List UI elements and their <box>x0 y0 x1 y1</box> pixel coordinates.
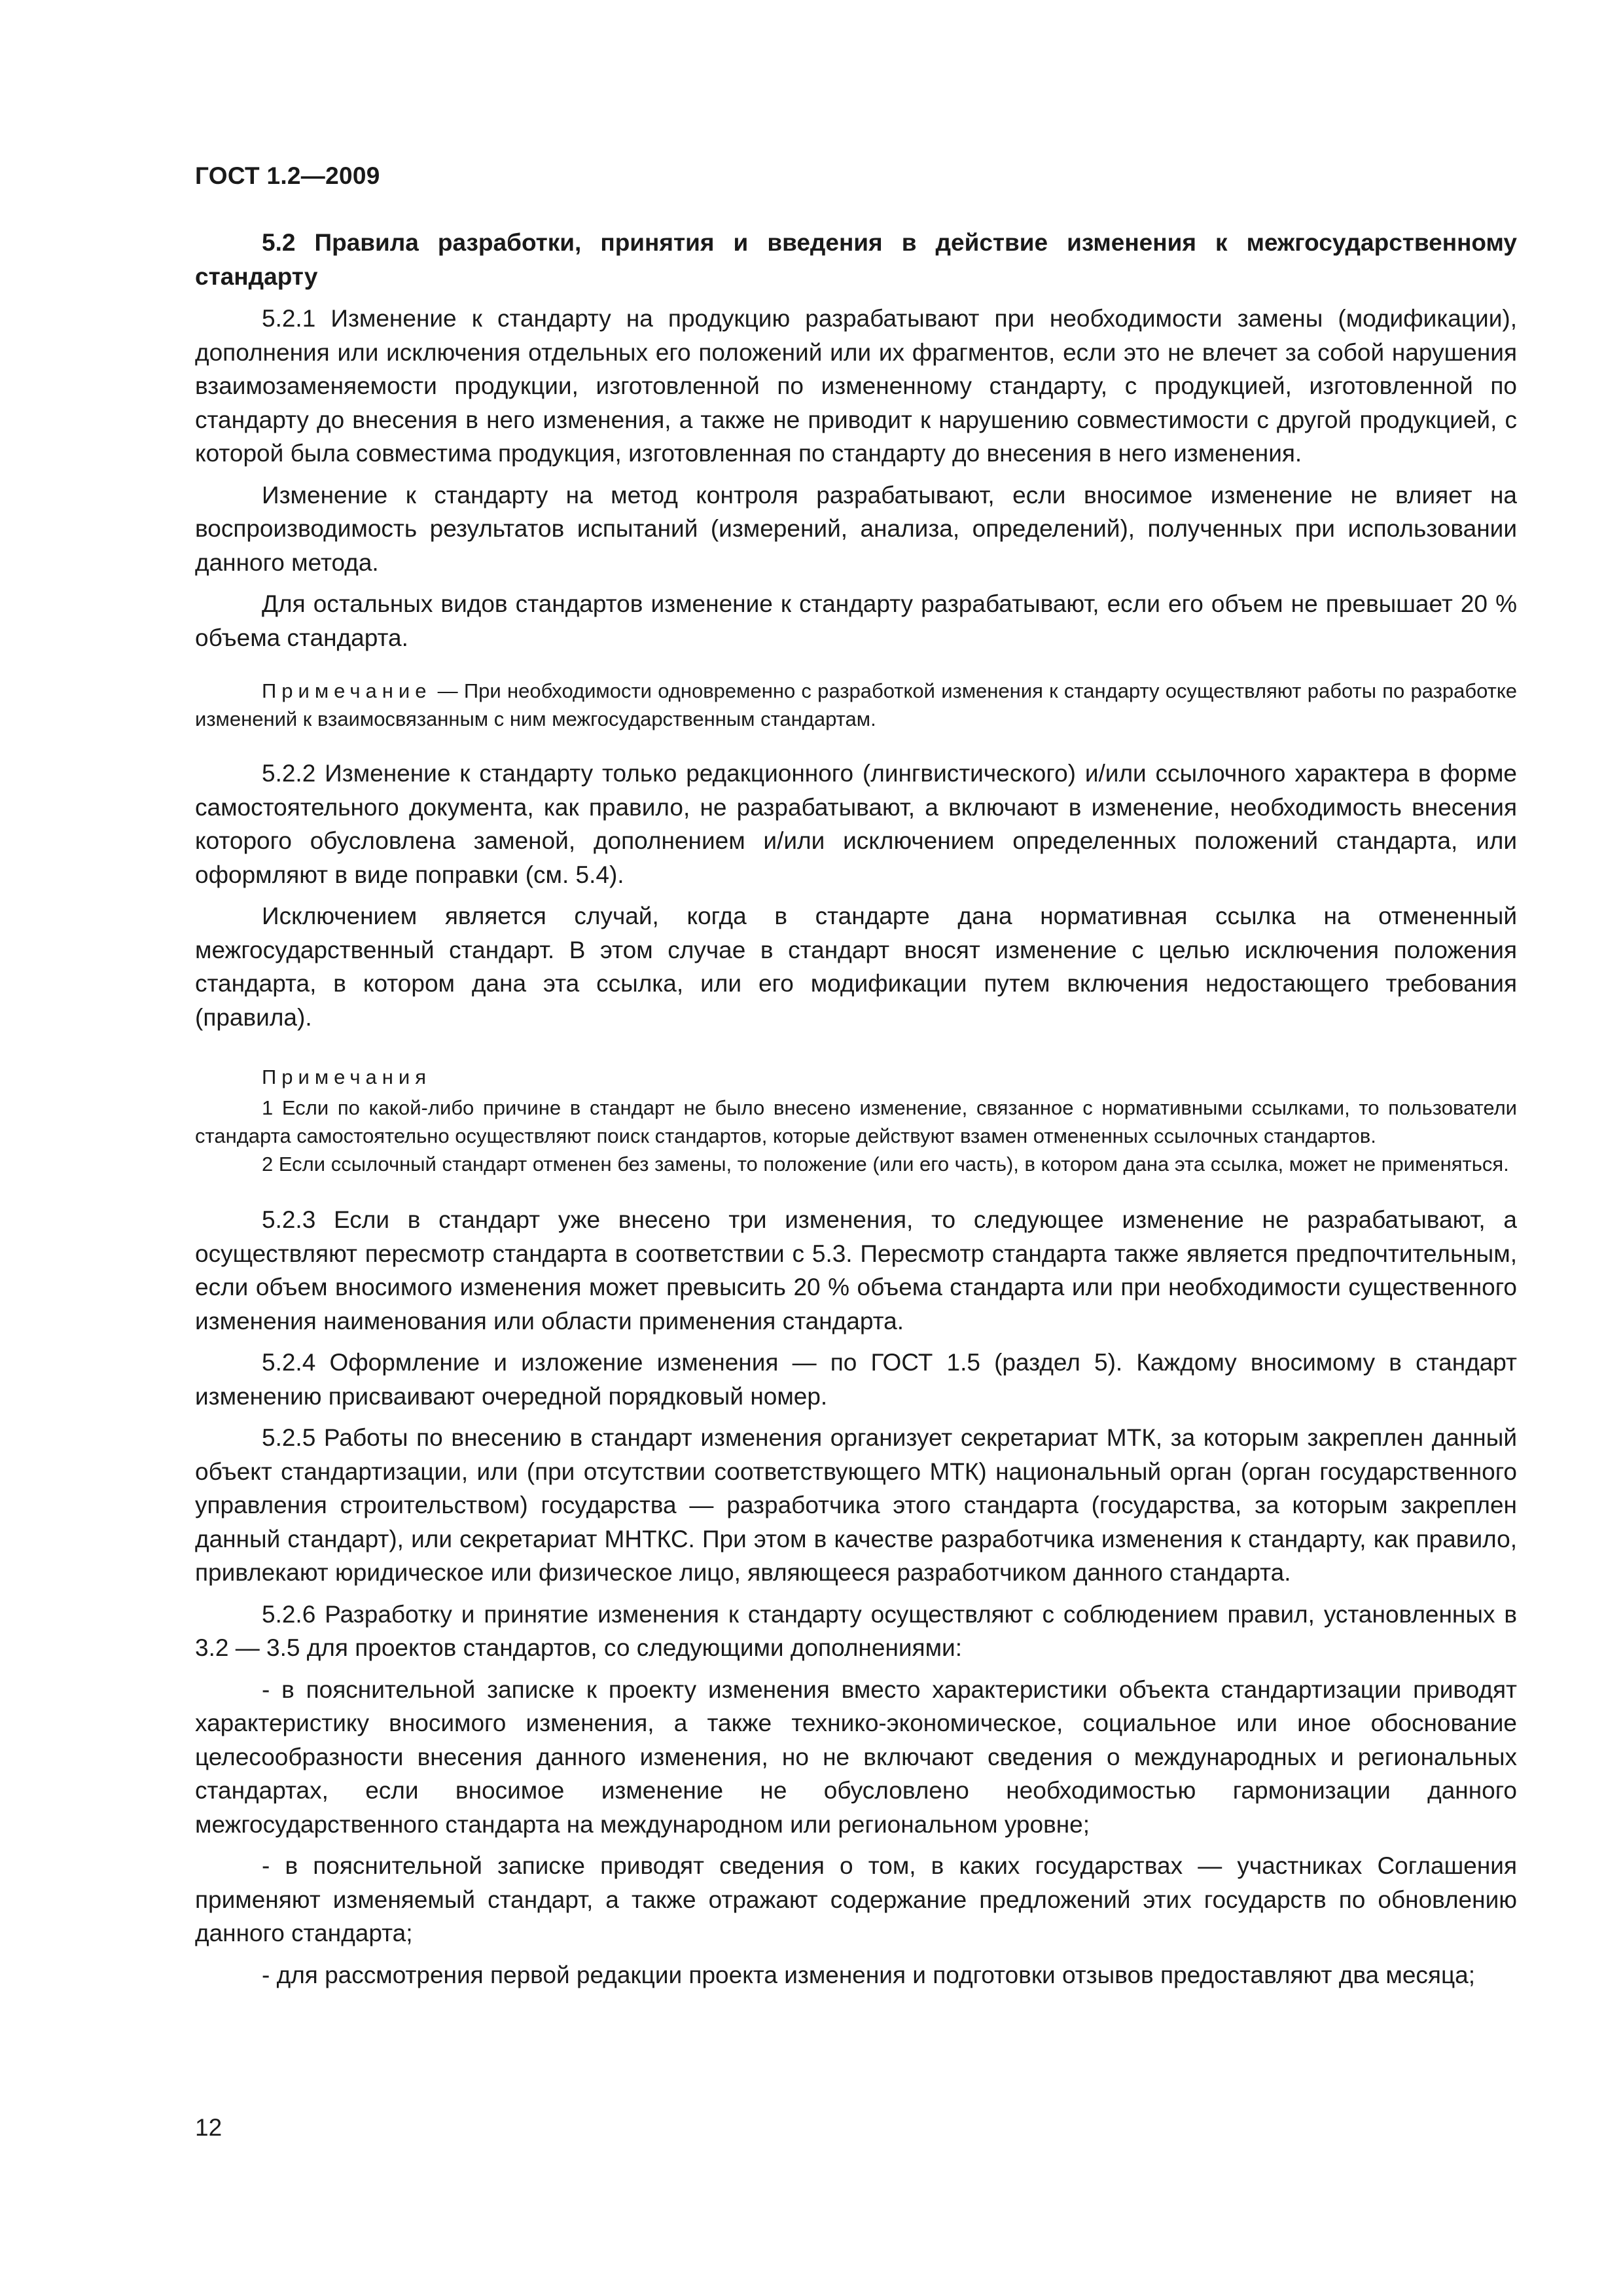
document-header: ГОСТ 1.2—2009 <box>195 162 380 189</box>
notes-heading: Примечания <box>262 1066 431 1088</box>
paragraph-5-2-5: 5.2.5 Работы по внесению в стандарт изменения организует секретариат МТК, за которым закреплен данный объект стандартизации, или (при отсутствии соответствующего МТК) национальный орган (орган государственного управления строительством) государства — разработчика этого стандарта (государства, за которым закреплен данный стандарт), или секретариат МНТКС. При этом в качестве разработчика изменения к стандарту, как правило, привлекают юридическое или физическое лицо, являющееся разработчиком данного стандарта. <box>195 1424 1517 1586</box>
page-number: 12 <box>195 2114 223 2141</box>
notes-block <box>195 1063 1517 1178</box>
paragraph-5-2-6: 5.2.6 Разработку и принятие изменения к стандарту осуществляют с соблюдением правил, установленных в 3.2 — 3.5 для проектов стандартов, со следующими дополнениями: <box>195 1600 1517 1661</box>
section-title: 5.2 Правила разработки, принятия и введения в действие изменения к межгосударственному стандарту <box>195 229 1517 290</box>
note-text: — При необходимости одновременно с разработкой изменения к стандарту осуществляют работы по разработке изменений к взаимосвязанным с ним межгосударственным стандартам. <box>195 679 1517 730</box>
note-paragraph <box>195 677 1517 733</box>
paragraph-5-2-3: 5.2.3 Если в стандарт уже внесено три изменения, то следующее изменение не разрабатывают, а осуществляют пересмотр стандарта в соответствии с 5.3. Пересмотр стандарта также является предпочтительным, если объем вносимого изменения может превысить 20 % объема стандарта или при необходимости существенного изменения наименования или области применения стандарта. <box>195 1206 1517 1335</box>
paragraph-exception: Исключением является случай, когда в стандарте дана нормативная ссылка на отмененный межгосударственный стандарт. В этом случае в стандарт вносят изменение с целью исключения положения стандарта, в котором дана эта ссылка, или его модификации путем включения недостающего требования (правила). <box>195 903 1517 1031</box>
paragraph-5-2-1: 5.2.1 Изменение к стандарту на продукцию разрабатывают при необходимости замены (модификации), дополнения или исключения отдельных его положений или их фрагментов, если это не влечет за собой нарушения взаимозаменяемости продукции, изготовленной по измененному стандарту, с продукцией, изготовленной по стандарту до внесения в него изменения, а также не приводит к нарушению совместимости с другой продукцией, с которой была совместима продукция, изготовленная по стандарту до внесения в него изменения. <box>195 305 1517 467</box>
notes-item-2: 2 Если ссылочный стандарт отменен без замены, то положение (или его часть), в котором дана эта ссылка, может не применяться. <box>262 1153 1509 1175</box>
list-item-states-info: - в пояснительной записке приводят сведения о том, в каких государствах — участниках Соглашения применяют изменяемый стандарт, а также отражают содержание предложений этих государств по обновлению данного стандарта; <box>195 1852 1517 1946</box>
paragraph-5-2-2: 5.2.2 Изменение к стандарту только редакционного (лингвистического) и/или ссылочного характера в форме самостоятельного документа, как правило, не разрабатывают, а включают в изменение, необходимость внесения которого обусловлена заменой, дополнением и/или исключением определенных положений стандарта, или оформляют в виде поправки (см. 5.4). <box>195 760 1517 888</box>
document-body <box>195 226 1517 2000</box>
paragraph-other: Для остальных видов стандартов изменение к стандарту разрабатывают, если его объем не превышает 20 % объема стандарта. <box>195 590 1517 651</box>
paragraph-5-2-4: 5.2.4 Оформление и изложение изменения — по ГОСТ 1.5 (раздел 5). Каждому вносимому в стандарт изменению присваивают очередной порядковый номер. <box>195 1349 1517 1410</box>
note-block <box>195 677 1517 733</box>
list-item-explanatory-note: - в пояснительной записке к проекту изменения вместо характеристики объекта стандартизации приводят характеристику вносимого изменения, а также технико-экономическое, социальное или иное обоснование целесообразности внесения данного изменения, но не включают сведения о международных и региональных стандартах, если вносимое изменение не обусловлено необходимостью гармонизации данного межгосударственного стандарта на международном или региональном уровне; <box>195 1676 1517 1838</box>
paragraph-method: Изменение к стандарту на метод контроля разрабатывают, если вносимое изменение не влияет на воспроизводимость результатов испытаний (измерений, анализа, определений), полученных при использовании данного метода. <box>195 481 1517 576</box>
note-label: Примечание <box>262 679 432 702</box>
list-item-review-period: - для рассмотрения первой редакции проекта изменения и подготовки отзывов предоставляют два месяца; <box>262 1961 1476 1988</box>
notes-item-1: 1 Если по какой-либо причине в стандарт не было внесено изменение, связанное с нормативными ссылками, то пользователи стандарта самостоятельно осуществляют поиск стандартов, которые действуют взамен отмененных ссылочных стандартов. <box>195 1096 1517 1147</box>
